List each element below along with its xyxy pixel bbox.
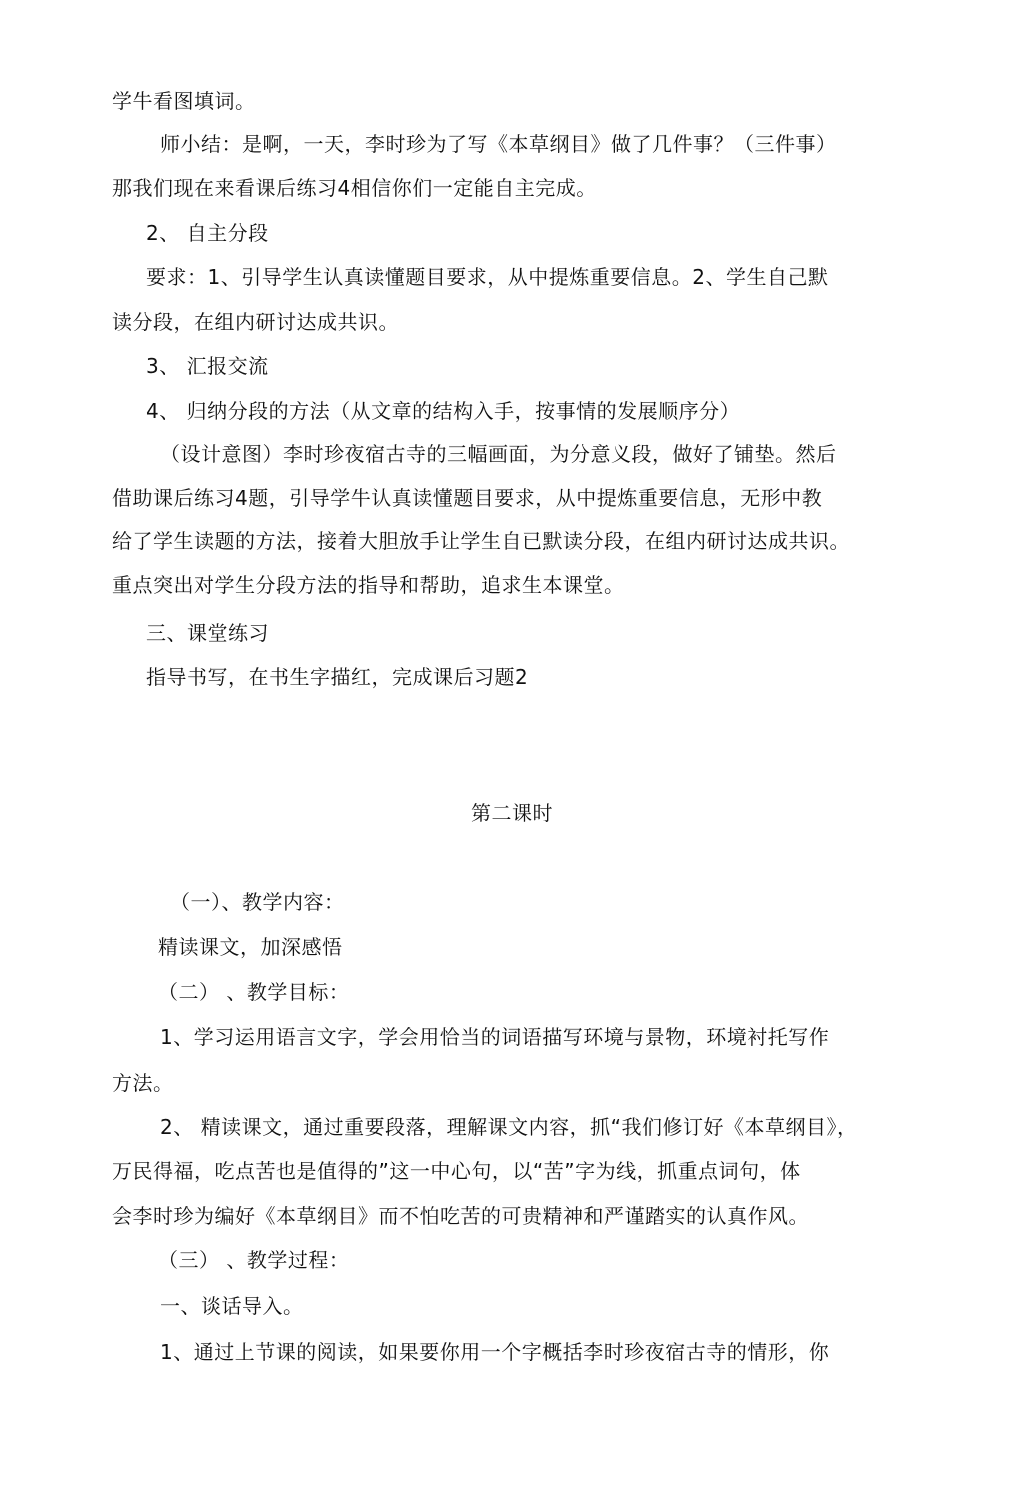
text-line: 方法。 [112,1071,174,1095]
text-line: 给了学生读题的方法，接着大胆放手让学生自已默读分段，在组内研讨达成共识。 [112,529,850,553]
text-line: （设计意图）李时珍夜宿古寺的三幅画面，为分意义段，做好了铺垫。然后 [160,442,837,466]
text-line: 万民得福，吃点苦也是值得的”这一中心句，以“苦”字为线，抓重点词句，体 [112,1159,801,1183]
text-line: 那我们现在来看课后练习4相信你们一定能自主完成。 [112,176,597,200]
text-line: 会李时珍为编好《本草纲目》而不怕吃苦的可贵精神和严谨踏实的认真作风。 [112,1204,809,1228]
text-line: 要求：1、引导学生认真读懂题目要求，从中提炼重要信息。2、学生自己默 [146,265,829,289]
list-item: 2、 精读课文，通过重要段落，理解课文内容，抓“我们修订好《本草纲目》， [160,1115,858,1139]
text-line: 读分段，在组内研讨达成共识。 [112,310,399,334]
text-line: 学牛看图填词。 [112,89,256,113]
list-item: 2、 自主分段 [146,221,269,245]
page-title: 第二课时 [471,801,553,825]
text-line: 一、谈话导入。 [160,1294,304,1318]
text-line: 指导书写，在书生字描红，完成课后习题2 [146,665,529,689]
text-line: 借助课后练习4题，引导学牛认真读懂题目要求，从中提炼重要信息，无形中教 [112,486,823,510]
section-heading: （三） 、教学过程： [158,1248,350,1272]
list-item: 3、 汇报交流 [146,354,269,378]
text-line: 师小结：是啊，一天，李时珍为了写《本草纲目》做了几件事？（三件事） [160,132,837,156]
section-heading: （一）、教学内容： [170,890,345,914]
list-item: 1、通过上节课的阅读，如果要你用一个字概括李时珍夜宿古寺的情形，你 [160,1340,830,1364]
section-heading: （二） 、教学目标： [158,980,350,1004]
list-item: 4、 归纳分段的方法（从文章的结构入手，按事情的发展顺序分） [146,399,741,423]
section-heading: 三、课堂练习 [146,621,269,645]
text-line: 重点突出对学生分段方法的指导和帮助，追求生本课堂。 [112,573,625,597]
text-line: 精读课文，加深感悟 [158,935,343,959]
list-item: 1、学习运用语言文字，学会用恰当的词语描写环境与景物，环境衬托写作 [160,1025,830,1049]
